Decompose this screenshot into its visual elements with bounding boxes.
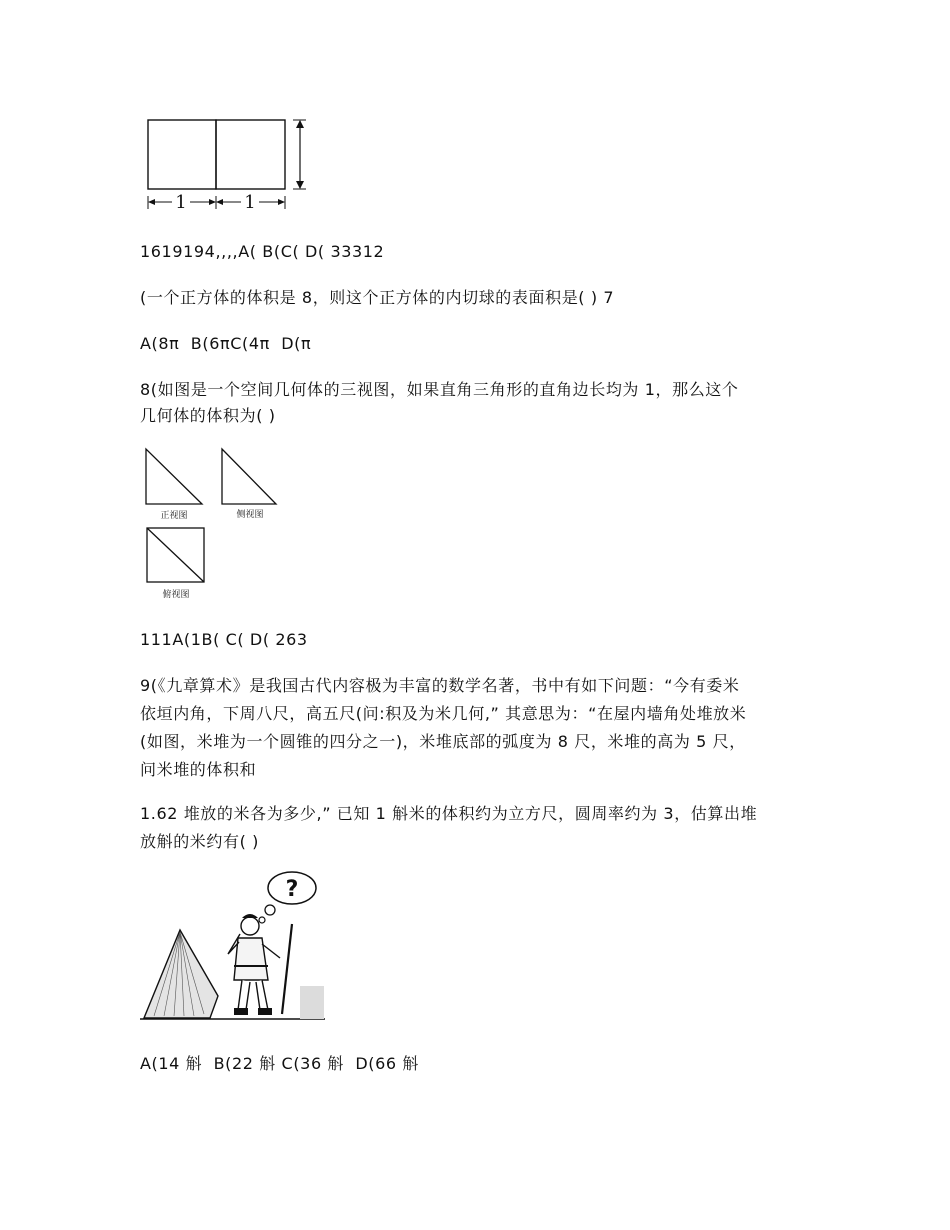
man-hair-icon xyxy=(242,914,258,918)
right-square xyxy=(216,120,285,189)
man-shoe-right-icon xyxy=(258,1008,272,1015)
three-views-figure xyxy=(140,444,290,604)
question-mark-icon: ? xyxy=(285,877,299,902)
question-9-line-6: 放斛的米约有( ) xyxy=(140,832,259,851)
two-squares-svg xyxy=(138,112,318,217)
question-9-line-4: 问米堆的体积和 xyxy=(140,760,257,779)
question-7: (一个正方体的体积是 8，则这个正方体的内切球的表面积是( ) 7 xyxy=(140,288,615,307)
rice-cone-icon xyxy=(144,930,218,1018)
question-9-line-5: 1.62 堆放的米各为多少,” 已知 1 斛米的体积约为立方尺，圆周率约为 3，估算出堆 xyxy=(140,804,758,823)
front-view-caption: 正视图 xyxy=(160,511,188,521)
arrow-up-icon xyxy=(296,120,304,128)
question-8-line-1: 8(如图是一个空间几何体的三视图，如果直角三角形的直角边长均为 1，那么这个 xyxy=(140,380,739,399)
top-view-caption: 俯视图 xyxy=(162,590,190,600)
rice-pile-figure xyxy=(140,868,330,1028)
arrow-right-icon xyxy=(209,199,216,205)
question-8-line-2: 几何体的体积为( ) xyxy=(140,406,276,425)
question-9-line-2: 依垣内角，下周八尺，高五尺(问:积及为米几何,” 其意思为：“在屋内墙角处堆放米 xyxy=(140,704,747,723)
question-8-options: 111A(1B( C( D( 263 xyxy=(140,630,308,649)
rice-pile-svg xyxy=(140,868,330,1028)
arrow-right-icon xyxy=(278,199,285,205)
question-9-options: A(14 斛 B(22 斛 C(36 斛 D(66 斛 xyxy=(140,1054,419,1073)
arrow-left-icon xyxy=(216,199,223,205)
man-legs-icon xyxy=(238,980,268,1010)
man-head-icon xyxy=(241,917,259,935)
question-7-options: A(8π B(6πC(4π D(π xyxy=(140,334,312,353)
thought-dot-icon xyxy=(259,917,265,923)
two-squares-figure xyxy=(138,112,318,217)
side-view-triangle xyxy=(222,449,276,504)
man-shoe-left-icon xyxy=(234,1008,248,1015)
front-view-triangle xyxy=(146,449,202,504)
wall-corner-shading xyxy=(300,986,324,1019)
staff-icon xyxy=(282,924,292,1014)
question-9-line-3: (如图，米堆为一个圆锥的四分之一)，米堆底部的弧度为 8 尺，米堆的高为 5 尺， xyxy=(140,732,746,751)
arrow-left-icon xyxy=(148,199,155,205)
width-label-right: 1 xyxy=(244,192,256,213)
width-label-left: 1 xyxy=(175,192,187,213)
question-9-line-1: 9(《九章算术》是我国古代内容极为丰富的数学名著，书中有如下问题：“今有委米 xyxy=(140,676,740,695)
side-view-caption: 侧视图 xyxy=(236,510,264,520)
three-views-svg xyxy=(140,444,290,604)
answer-options-line: 1619194,,,,A( B(C( D( 33312 xyxy=(140,242,385,261)
top-view-diagonal xyxy=(147,528,204,582)
left-square xyxy=(148,120,216,189)
arrow-down-icon xyxy=(296,181,304,189)
thought-dot-icon xyxy=(265,905,275,915)
